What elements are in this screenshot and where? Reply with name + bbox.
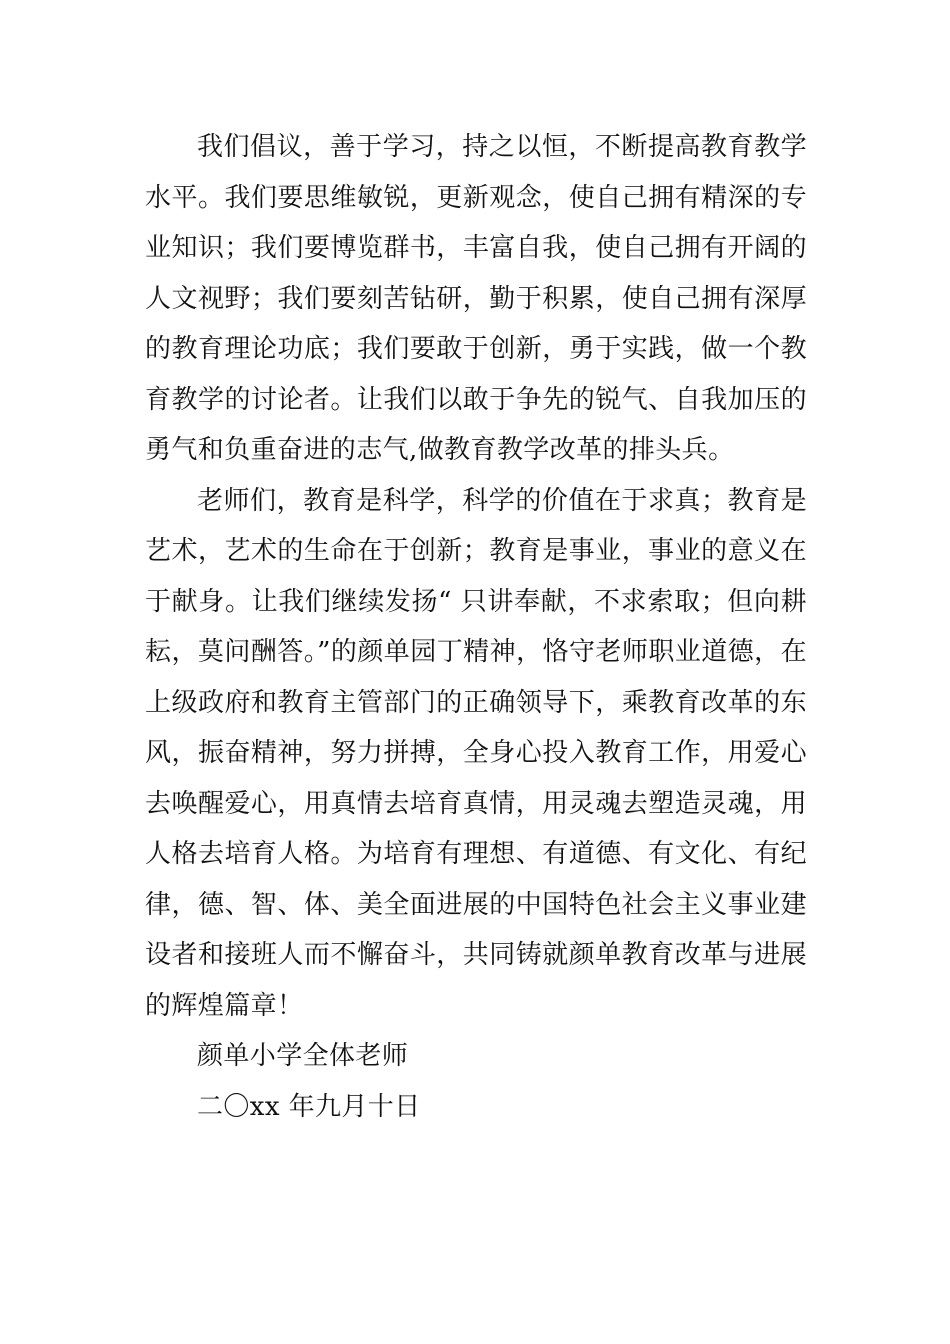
signature: 颜单小学全体老师 [197,1041,409,1071]
paragraph-initiative: 我们倡议，善于学习，持之以恒，不断提高教育教学水平。我们要思维敏锐，更新观念，使自己拥有精深的专业知识；我们要博览群书，丰富自我，使自己拥有开阔的人文视野；我们要刻苦钻研，勤于积累，使自己拥有深厚的教育理论功底；我们要敢于创新，勇于实践，做一个教育教学的讨论者。让我们以敢于争先的锐气、自我加压的勇气和负重奋进的志气,做教育教学改革的排头兵。 [145,132,807,465]
paragraph-teachers: 老师们，教育是科学，科学的价值在于求真；教育是艺术，艺术的生命在于创新；教育是事业，事业的意义在于献身。让我们继续发扬“ 只讲奉献，不求索取；但向耕耘，莫问酬答。”的颜单园丁精神，恪守老师职业道德，在上级政府和教育主管部门的正确领导下，乘教育改革的东风，振奋精神，努力拼搏，全身心投入教育工作，用爱心去唤醒爱心，用真情去培育真情，用灵魂去塑造灵魂，用人格去培育人格。为培育有理想、有道德、有文化、有纪律，德、智、体、美全面进展的中国特色社会主义事业建设者和接班人而不懈奋斗，共同铸就颜单教育改革与进展的辉煌篇章！ [145,485,807,1021]
date: 二〇xx 年九月十日 [197,1091,421,1122]
document-body [145,122,807,1132]
